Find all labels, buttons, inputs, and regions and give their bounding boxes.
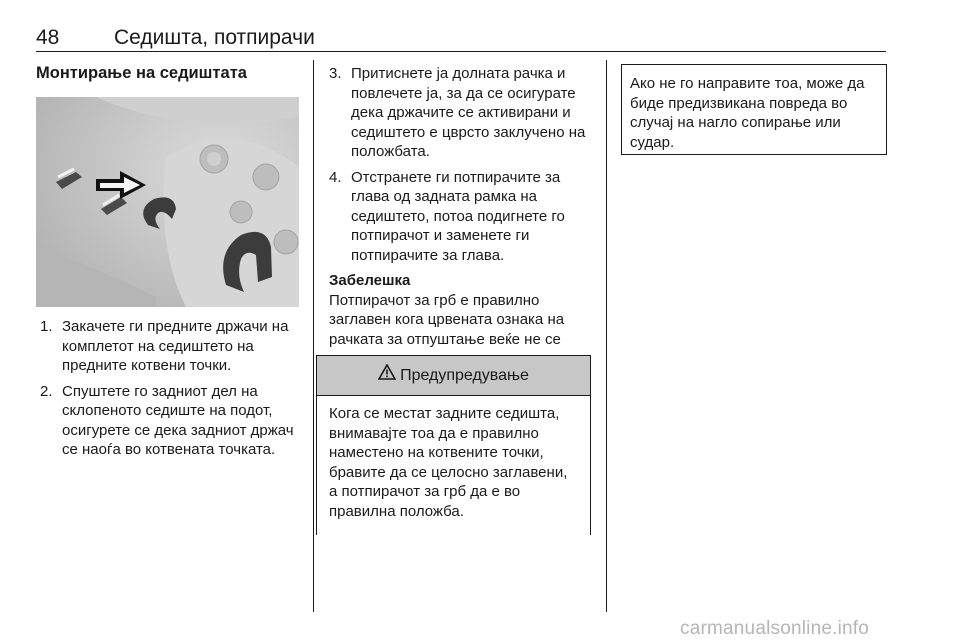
note-text: Потпирачот за грб е правилно заглавен кога црвената ознака на рачката за отпуштање веќе не се <box>329 291 565 348</box>
page-number: 48 <box>36 26 60 49</box>
steps-column-1 <box>40 317 298 466</box>
info-box <box>621 64 887 155</box>
seat-mounting-figure <box>36 97 299 307</box>
step-text: Притиснете ја долната рачка и повлечете ја, за да се осигурате дека држачите се активирани и седиштето е цврсто заклучено на положбата. <box>351 65 586 160</box>
watermark: carmanualsonline.info <box>680 618 870 639</box>
list-item <box>40 317 298 376</box>
warning-box <box>316 355 591 535</box>
seat-mounting-illustration <box>36 97 299 307</box>
warning-text: Кога се местат задните седишта, внимавајте тоа да е правилно наместено на котвените точки, бравите да се целосно заглавени, а потпирачот за грб да е во правилна положба. <box>329 405 568 520</box>
info-box-text: Ако не го направите тоа, може да биде предизвикана повреда во случај на нагло сопирање или судар. <box>630 75 865 151</box>
section-title: Монтирање на седиштата <box>36 64 247 82</box>
page-header <box>36 26 886 52</box>
step-number: 3. <box>329 65 342 82</box>
list-item <box>329 64 591 162</box>
step-number: 2. <box>40 382 53 400</box>
note-heading: Забелешка <box>329 272 411 289</box>
step-number: 1. <box>40 318 53 335</box>
warning-heading: Предупредување <box>400 367 529 384</box>
step-number: 4. <box>329 168 342 186</box>
header-rule <box>36 51 886 52</box>
column-divider-1 <box>313 60 314 612</box>
chapter-title: Седишта, потпирачи <box>114 26 315 49</box>
step-text: Закачете ги предните држачи на комплетот на седиштето на предните котвени точки. <box>62 318 289 374</box>
warning-triangle-icon <box>378 356 396 395</box>
warning-header <box>317 355 590 396</box>
list-item <box>40 382 298 460</box>
list-item <box>329 168 591 266</box>
column-divider-2 <box>606 60 607 612</box>
step-text: Отстранете ги потпирачите за глава од задната рамка на седиштето, потоа подигнете го потпирачот и заменете ги потпирачите за глава. <box>351 168 565 264</box>
steps-column-2 <box>329 64 591 369</box>
step-text: Спуштете го задниот дел на склопеното седиште на подот, осигурете се дека задниот држач се наоѓа во котвената точката. <box>62 382 294 458</box>
